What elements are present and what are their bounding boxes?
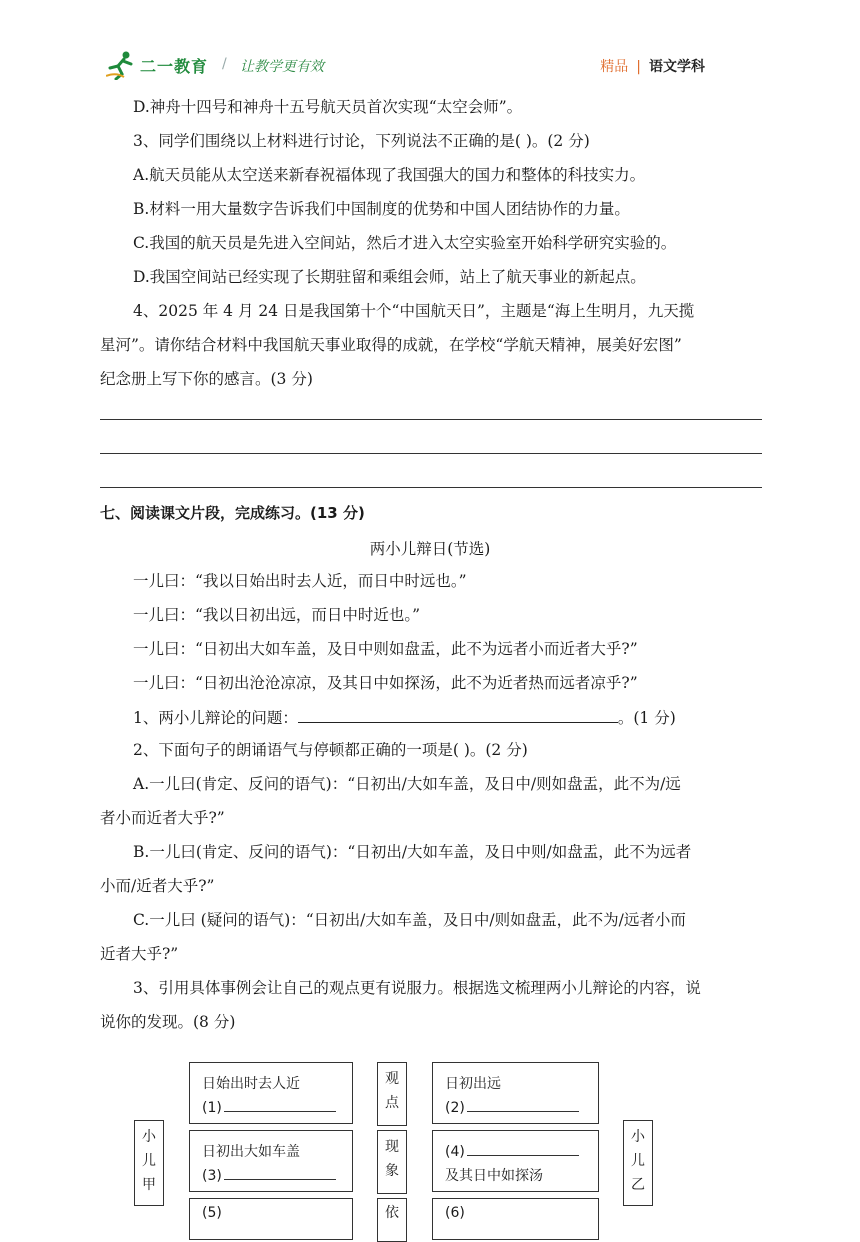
subquestion-1-score: 。(1 分)	[617, 709, 676, 727]
subquestion-2: 2、下面句子的朗诵语气与停顿都正确的一项是( )。(2 分)	[133, 741, 528, 759]
passage-title: 两小儿辩日(节选)	[369, 540, 491, 558]
choice-b-line1: B.一儿曰(肯定、反问的语气)：“日初出/大如车盖，及日中则/如盘盂，此不为远者	[133, 843, 692, 861]
running-figure-logo-icon	[106, 50, 136, 80]
section-7-heading: 七、阅读课文片段，完成练习。(13 分)	[100, 504, 365, 522]
option-d-prev: D.神舟十四号和神舟十五号航天员首次实现“太空会师”。	[133, 98, 523, 116]
child-b-reason-box	[432, 1198, 599, 1240]
box-blank[interactable]: (3)	[202, 1165, 336, 1184]
subject-tag: 语文学科	[649, 59, 705, 75]
page-header	[0, 0, 860, 80]
subquestion-3-line1: 3、引用具体事例会让自己的观点更有说服力。根据选文梳理两小儿辩论的内容，说	[133, 979, 701, 997]
child-a-label: 小儿甲	[134, 1120, 164, 1206]
phenomenon-label: 现象	[377, 1130, 407, 1194]
child-a-viewpoint-box	[189, 1062, 353, 1124]
question-4-line1: 4、2025 年 4 月 24 日是我国第十个“中国航天日”，主题是“海上生明月，九天揽	[133, 302, 695, 320]
box-text: 日始出时去人近	[202, 1076, 300, 1092]
box-blank[interactable]: (4)	[445, 1141, 579, 1160]
box-blank[interactable]: (1)	[202, 1097, 336, 1116]
brand-name: 二一教育	[140, 57, 209, 76]
question-3: 3、同学们围绕以上材料进行讨论，下列说法不正确的是( )。(2 分)	[133, 132, 590, 150]
tag-separator: |	[636, 59, 641, 75]
choice-a-line2: 者小而近者大乎?”	[100, 809, 225, 827]
option-c: C.我国的航天员是先进入空间站，然后才进入太空实验室开始科学研究实验的。	[133, 234, 677, 252]
answer-line[interactable]	[100, 453, 762, 454]
option-a: A.航天员能从太空送来新春祝福体现了我国强大的国力和整体的科技实力。	[133, 166, 646, 184]
child-a-phenomenon-box	[189, 1130, 353, 1192]
child-b-phenomenon-box	[432, 1130, 599, 1192]
child-b-viewpoint-box	[432, 1062, 599, 1124]
passage-line: 一儿曰：“我以日始出时去人近，而日中时远也。”	[133, 572, 467, 590]
answer-line[interactable]	[100, 487, 762, 488]
brand-slogan: 让教学更有效	[240, 59, 324, 75]
option-b: B.材料一用大量数字告诉我们中国制度的优势和中国人团结协作的力量。	[133, 200, 630, 218]
answer-blank[interactable]	[298, 706, 618, 723]
answer-line[interactable]	[100, 419, 762, 420]
choice-b-line2: 小而/近者大乎?”	[100, 877, 215, 895]
option-d: D.我国空间站已经实现了长期驻留和乘组会师，站上了航天事业的新起点。	[133, 268, 646, 286]
header-tags	[600, 56, 705, 76]
passage-line: 一儿曰：“我以日初出远，而日中时近也。”	[133, 606, 421, 624]
question-4-line3: 纪念册上写下你的感言。(3 分)	[100, 370, 313, 388]
choice-c-line1: C.一儿曰 (疑问的语气)：“日初出/大如车盖，及日中/则如盘盂，此不为/远者小而	[133, 911, 686, 929]
child-b-label: 小儿乙	[623, 1120, 653, 1206]
viewpoint-label: 观点	[377, 1062, 407, 1126]
subquestion-1-text: 1、两小儿辩论的问题：	[133, 709, 298, 727]
passage-line: 一儿曰：“日初出沧沧凉凉，及其日中如探汤，此不为近者热而远者凉乎?”	[133, 674, 638, 692]
box-text: 及其日中如探汤	[445, 1168, 543, 1184]
box-blank[interactable]: (2)	[445, 1097, 579, 1116]
choice-a-line1: A.一儿曰(肯定、反问的语气)：“日初出/大如车盖，及日中/则如盘盂，此不为/远	[133, 775, 681, 793]
subquestion-1	[133, 706, 762, 728]
question-4-line2: 星河”。请你结合材料中我国航天事业取得的成就，在学校“学航天精神，展美好宏图”	[100, 336, 682, 354]
reason-label: 依	[377, 1198, 407, 1242]
box-text: 日初出远	[445, 1076, 501, 1092]
header-slash: /	[222, 56, 227, 72]
passage-line: 一儿曰：“日初出大如车盖，及日中则如盘盂，此不为远者小而近者大乎?”	[133, 640, 638, 658]
quality-tag: 精品	[600, 59, 629, 75]
box-blank[interactable]: (5)	[202, 1205, 222, 1221]
box-text: 日初出大如车盖	[202, 1144, 300, 1160]
box-blank[interactable]: (6)	[445, 1205, 465, 1221]
choice-c-line2: 近者大乎?”	[100, 945, 179, 963]
subquestion-3-line2: 说你的发现。(8 分)	[100, 1013, 236, 1031]
child-a-reason-box	[189, 1198, 353, 1240]
